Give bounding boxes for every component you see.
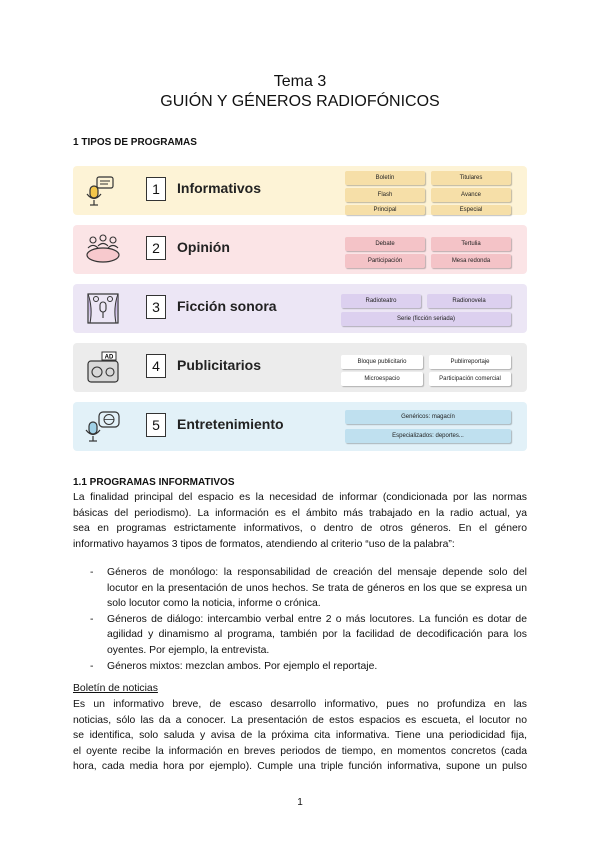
text-line: el oyente recibe la información en breves periodos de tiempo, en momentos concretos (cada — [73, 745, 527, 757]
row-number: 5 — [146, 413, 166, 437]
chip: Tertulia — [431, 237, 511, 251]
chip: Radionovela — [427, 294, 511, 308]
list-item: - Géneros mixtos: mezclan ambos. Por ejemplo el reportaje. — [90, 659, 527, 675]
row-label: Entretenimiento — [177, 416, 284, 432]
format-list — [90, 565, 527, 674]
row-number: 3 — [146, 295, 166, 319]
chip: Microespacio — [341, 372, 423, 386]
text-line: noticias, sólo las da a conocer. La presentación de estos espacios es escueta, el locutor no — [73, 714, 527, 726]
list-item: - Géneros de diálogo: intercambio verbal entre 2 o más locutores. La función es dotar de agilidad y dinamismo al programa, también por la facilidad de decodificación para los oyentes. Por ejemplo, la entrevista. — [90, 612, 527, 659]
svg-text:AD: AD — [104, 354, 114, 361]
page-number: 1 — [297, 797, 303, 808]
chip: Participación comercial — [429, 372, 511, 386]
text-line: básicas del periodismo). La información es el ámbito más trabajado en la radio actual, ya — [73, 507, 527, 519]
chip: Avance — [431, 188, 511, 202]
text-line: informativo hayamos 3 tipos de formatos, atendiendo al criterio “uso de la palabra”: — [73, 538, 455, 550]
row-label: Publicitarios — [177, 357, 262, 373]
chip: Bloque publicitario — [341, 355, 423, 369]
text-line: La finalidad principal del espacio es la necesidad de informar (condicionada por las normas — [73, 492, 527, 503]
debate-group-icon — [81, 231, 125, 268]
text-line: se identifica, solo saluda y avisa de la próxima cita informativa. Tiene una periodicidad fija, — [73, 730, 527, 742]
chip: Principal — [345, 205, 425, 215]
sports-mic-icon — [81, 408, 125, 445]
chip: Especial — [431, 205, 511, 215]
document-title: GUIÓN Y GÉNEROS RADIOFÓNICOS — [160, 93, 440, 110]
intro-paragraph — [73, 490, 527, 552]
row-label: Ficción sonora — [177, 298, 277, 314]
chip: Participación — [345, 254, 425, 268]
row-label: Informativos — [177, 180, 262, 196]
chip: Especializados: deportes... — [345, 429, 511, 443]
row-ficcion-sonora — [73, 284, 527, 333]
page-title — [0, 72, 600, 112]
chip: Debate — [345, 237, 425, 251]
chip: Titulares — [431, 171, 511, 185]
row-opinion — [73, 225, 527, 274]
theater-stage-icon — [81, 290, 125, 327]
boletin-paragraph — [73, 697, 527, 775]
list-item: - Géneros de monólogo: la responsabilidad de creación del mensaje depende solo del locutor en la presentación de unos hechos. Se trata de géneros en los que se expresa un solo locutor como la noticia, informe o crónica. — [90, 565, 527, 612]
text-line: sea en programas estrictamente informativos, o dentro de otros géneros. En el género — [73, 523, 527, 535]
chip: Mesa redonda — [431, 254, 511, 268]
row-publicitarios — [73, 343, 527, 392]
row-number: 1 — [146, 177, 166, 201]
chip: Genéricos: magacín — [345, 410, 511, 424]
section-heading-informativos: 1.1 PROGRAMAS INFORMATIVOS — [73, 477, 235, 488]
row-entretenimiento — [73, 402, 527, 451]
broadcast-icon — [81, 172, 125, 209]
row-number: 2 — [146, 236, 166, 260]
row-informativos — [73, 166, 527, 215]
chip: Flash — [345, 188, 425, 202]
chip: Boletín — [345, 171, 425, 185]
radio-ad-icon — [81, 349, 125, 386]
text-line: hora, cada media hora por ejemplo). Cumple una triple función informativa, supone un pulso — [73, 761, 527, 773]
chip: Publirreportaje — [429, 355, 511, 369]
row-number: 4 — [146, 354, 166, 378]
topic-title: Tema 3 — [273, 73, 327, 90]
chip: Radioteatro — [341, 294, 421, 308]
text-line: Es un informativo breve, de escaso desarrollo informativo, pues no profundiza en las — [73, 699, 527, 710]
subheading-boletin: Boletín de noticias — [73, 683, 158, 694]
section-heading-tipos: 1 TIPOS DE PROGRAMAS — [73, 137, 197, 148]
row-label: Opinión — [177, 239, 230, 255]
chip: Serie (ficción seriada) — [341, 312, 511, 326]
